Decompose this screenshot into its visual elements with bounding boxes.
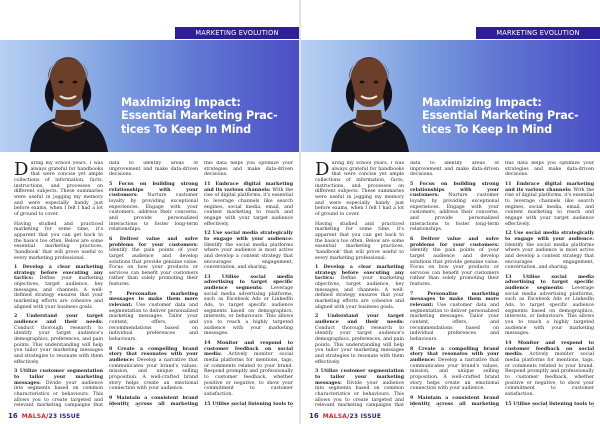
paragraph-text: data to identify areas of improvement and make data-driven decisions. — [109, 161, 198, 178]
tip-paragraph — [204, 341, 293, 398]
tip-heading: 3 Utilize customer segmentation to tailor your marketing messages: — [14, 369, 103, 386]
tip-heading: 12 Use social media strategically to engage with your audience: — [204, 231, 293, 242]
paragraph-text: Actively monitor social media platforms for mentions, tags, or comments related to your brand. Respond promptly and professionally to customer feedback, whether positive or negative, to show your commitment to customer satisfaction. — [204, 352, 293, 397]
portrait-photo — [22, 40, 114, 152]
paragraph-text: Having studied and practiced marketing for some time, it's apparent that you can get back to the basics too often. Below are some essential marketing practices, 'handbook' that will prove useful to every marketing professional. — [315, 221, 404, 261]
hero-banner — [0, 40, 299, 152]
tip-heading: 1 Develop a clear marketing strategy before executing any tactics: — [315, 265, 404, 282]
paragraph-text: Identify the social media platforms where your audience is most active and develop a content strategy that encourages engagement, conversation, and sharing. — [204, 242, 293, 271]
page-number: 16 — [8, 412, 18, 420]
portrait-photo — [323, 40, 415, 152]
tip-heading: 12 Use social media strategically to engage with your audience: — [505, 231, 594, 242]
tip-paragraph — [410, 237, 499, 288]
paragraph-text: Leverage social media advertising platforms, such as Facebook Ads or LinkedIn Ads, to target specific audience segments based on demographics, interests, or behaviours. This allows you to reach a highly targeted audience with your marketing messages. — [505, 286, 594, 337]
tip-heading: 14 Monitor and respond to customer feedback on social media: — [204, 341, 293, 358]
issue-label — [323, 413, 381, 420]
tip-paragraph — [109, 347, 198, 392]
paragraph-text: data to identify areas of improvement and make data-driven decisions. — [410, 161, 499, 178]
body-paragraph — [204, 161, 293, 178]
paragraph-text: With the rise of digital platforms, it's essential to leverage channels like search engines, social media, email, and content marketing to reach and engage with your target audience effectively. — [204, 187, 293, 227]
tip-heading: 6 Deliver value and solve problems for your customers: — [109, 236, 198, 248]
article-columns — [14, 161, 294, 407]
tip-paragraph — [505, 341, 594, 398]
tip-heading: 9 Maintain a consistent brand identity across all marketing — [109, 395, 198, 407]
tip-paragraph — [204, 402, 293, 407]
brand-name: MALSA — [21, 412, 47, 420]
paragraph-text: With the rise of digital platforms, it's essential to leverage channels like search engines, social media, email, and content marketing to reach and engage with your target audience effectively. — [505, 187, 594, 227]
article-title: Maximizing Impact: Essential Marketing Prac-tices To Keep In Mind — [422, 96, 579, 136]
paragraph-text: Actively monitor social media platforms for mentions, tags, or comments related to your brand. Respond promptly and professionally to customer feedback, whether positive or negative, to show your commitment to customer satisfaction. — [505, 352, 594, 397]
tip-heading: 7 Personalize marketing messages to make them more relevant: — [109, 291, 198, 309]
issue-number: /23 ISSUE — [347, 412, 382, 420]
paragraph-text: uring my school years, I was always grateful for handbooks that were concise yet ample collections of information, facts, instructions, and processes on different subjects. These summaries were useful in jogging my memory and were especially handy just before exams, when I felt I had a lot of ground to cover. — [315, 161, 404, 217]
tip-heading: 9 Maintain a consistent brand identity across all marketing — [410, 395, 499, 407]
tip-paragraph — [505, 231, 594, 271]
tip-heading: 6 Deliver value and solve problems for your customers: — [410, 236, 499, 248]
tip-heading: 14 Monitor and respond to customer feedback on social media: — [505, 341, 594, 358]
tip-paragraph — [14, 265, 103, 310]
tip-paragraph — [505, 402, 594, 407]
tip-paragraph — [204, 275, 293, 337]
article-columns — [315, 161, 595, 407]
text-column-3 — [204, 161, 293, 407]
tip-heading: 5 Focus on building strong relationships with your customers: — [109, 181, 198, 199]
tip-heading: 15 Utilise social listening tools to — [204, 401, 293, 407]
paragraph-text: Develop a narrative that communicates your brand's values, mission, and unique selling proposition. A well-crafted brand story helps create an emotional connection with your audience. — [410, 358, 499, 392]
issue-number: /23 ISSUE — [46, 412, 81, 420]
drop-cap: D — [14, 161, 29, 180]
paragraph-text: uring my school years, I was always grateful for handbooks that were concise yet ample collections of information, facts, instructions, and processes on different subjects. These summaries were useful in jogging my memory and were especially handy just before exams, when I felt I had a lot of ground to cover. — [14, 161, 103, 217]
text-column-1 — [315, 161, 404, 407]
section-label: MARKETING EVOLUTION — [175, 27, 299, 39]
tip-heading: 2 Understand your target audience and their needs: — [14, 314, 103, 326]
article-title: Maximizing Impact: Essential Marketing Prac-tices To Keep In Mind — [121, 96, 278, 136]
tip-heading: 5 Focus on building strong relationships with your customers: — [410, 181, 499, 199]
tip-paragraph — [410, 347, 499, 392]
tip-paragraph — [410, 292, 499, 343]
tip-heading: 15 Utilise social listening tools to — [505, 401, 594, 407]
tip-heading: 11 Embrace digital marketing and its various channels: — [204, 181, 293, 193]
tip-paragraph — [109, 182, 198, 233]
body-paragraph — [14, 222, 103, 262]
text-column-2 — [109, 161, 198, 407]
paragraph-text: this data helps you optimize your strategies and make data-driven decisions. — [505, 161, 594, 178]
tip-heading: 3 Utilize customer segmentation to tailor your marketing messages: — [315, 369, 404, 386]
body-paragraph — [315, 161, 404, 218]
drop-cap: D — [315, 161, 330, 180]
page-number: 16 — [309, 412, 319, 420]
paragraph-text: Identify the pain points of your target audience and develop solutions that provide genuine value. Focus on how your products or services can benefit your customers rather than solely promoting their features. — [109, 248, 198, 288]
tip-paragraph — [204, 231, 293, 271]
body-paragraph — [505, 161, 594, 178]
tip-paragraph — [315, 314, 404, 365]
text-column-3 — [505, 161, 594, 407]
tip-paragraph — [109, 237, 198, 288]
tip-paragraph — [14, 369, 103, 407]
paragraph-text: Leverage social media advertising platforms, such as Facebook Ads or LinkedIn Ads, to target specific audience segments based on demographics, interests, or behaviours. This allows you to reach a highly targeted audience with your marketing messages. — [204, 286, 293, 337]
paragraph-text: Use customer data and segmentation to deliver personalized marketing messages. Tailor your content, offers, and recommendations based on individual preferences and behaviours. — [410, 303, 499, 343]
paragraph-text: this data helps you optimize your strategies and make data-driven decisions. — [204, 161, 293, 178]
tip-heading: 2 Understand your target audience and their needs: — [315, 314, 404, 326]
tip-paragraph — [505, 182, 594, 227]
tip-paragraph — [410, 396, 499, 407]
paragraph-text: Define your marketing objectives, target audience, key messages, and channels. A well-defined strategy ensures that your marketing efforts are cohesive and aligned with your business goals. — [315, 276, 404, 310]
tip-heading: 11 Embrace digital marketing and its various channels: — [505, 181, 594, 193]
body-paragraph — [109, 161, 198, 178]
body-paragraph — [410, 161, 499, 178]
tip-paragraph — [410, 182, 499, 233]
tip-paragraph — [109, 292, 198, 343]
body-paragraph — [14, 161, 103, 218]
section-label: MARKETING EVOLUTION — [476, 27, 600, 39]
paragraph-text: Conduct thorough research to identify your target audience's demographics, preferences, and pain points. This understanding will help you tailor your marketing messages and strategies to resonate with them effectively. — [14, 325, 103, 365]
paragraph-text: Divide your audience into segments based on common characteristics or behaviours. This allows you to create targeted and relevant marketing campaigns that — [14, 380, 103, 407]
text-column-2 — [410, 161, 499, 407]
paragraph-text: Conduct thorough research to identify your target audience's demographics, preferences, and pain points. This understanding will help you tailor your marketing messages and strategies to resonate with them effectively. — [315, 325, 404, 365]
tip-heading: 1 Develop a clear marketing strategy before executing any tactics: — [14, 265, 103, 282]
tip-paragraph — [14, 314, 103, 365]
brand-name: MALSA — [322, 412, 348, 420]
tip-paragraph — [315, 369, 404, 407]
paragraph-text: Identify the social media platforms where your audience is most active and develop a content strategy that encourages engagement, conversation, and sharing. — [505, 242, 594, 271]
tip-heading: 13 Utilise social media advertising to target specific audience segments: — [505, 274, 594, 292]
paragraph-text: Divide your audience into segments based on common characteristics or behaviours. This allows you to create targeted and relevant marketing campaigns that — [315, 380, 404, 407]
tip-paragraph — [204, 182, 293, 227]
page-footer — [8, 411, 80, 421]
tip-heading: 8 Create a compelling brand story that resonates with your audience: — [109, 346, 198, 363]
issue-label — [22, 413, 80, 420]
page-right — [301, 0, 600, 424]
page-left — [0, 0, 299, 424]
paragraph-text: Nurture customer loyalty by providing exceptional experiences. Engage with your customers, address their concerns, and provide personalized interactions to foster long-term relationships. — [410, 193, 499, 233]
paragraph-text: Define your marketing objectives, target audience, key messages, and channels. A well-defined strategy ensures that your marketing efforts are cohesive and aligned with your business goals. — [14, 276, 103, 310]
tip-heading: 13 Utilise social media advertising to target specific audience segments: — [204, 274, 293, 292]
tip-heading: 8 Create a compelling brand story that resonates with your audience: — [410, 346, 499, 363]
paragraph-text: Use customer data and segmentation to deliver personalized marketing messages. Tailor your content, offers, and recommendations based on individual preferences and behaviours. — [109, 303, 198, 343]
paragraph-text: Identify the pain points of your target audience and develop solutions that provide genuine value. Focus on how your products or services can benefit your customers rather than solely promoting their features. — [410, 248, 499, 288]
tip-heading: 7 Personalize marketing messages to make them more relevant: — [410, 291, 499, 309]
tip-paragraph — [505, 275, 594, 337]
paragraph-text: Develop a narrative that communicates your brand's values, mission, and unique selling proposition. A well-crafted brand story helps create an emotional connection with your audience. — [109, 358, 198, 392]
tip-paragraph — [109, 396, 198, 407]
paragraph-text: Nurture customer loyalty by providing exceptional experiences. Engage with your customers, address their concerns, and provide personalized interactions to foster long-term relationships. — [109, 193, 198, 233]
paragraph-text: Having studied and practiced marketing for some time, it's apparent that you can get back to the basics too often. Below are some essential marketing practices, 'handbook' that will prove useful to every marketing professional. — [14, 221, 103, 261]
tip-paragraph — [315, 265, 404, 310]
hero-banner — [301, 40, 600, 152]
body-paragraph — [315, 222, 404, 262]
text-column-1 — [14, 161, 103, 407]
page-footer — [309, 411, 381, 421]
